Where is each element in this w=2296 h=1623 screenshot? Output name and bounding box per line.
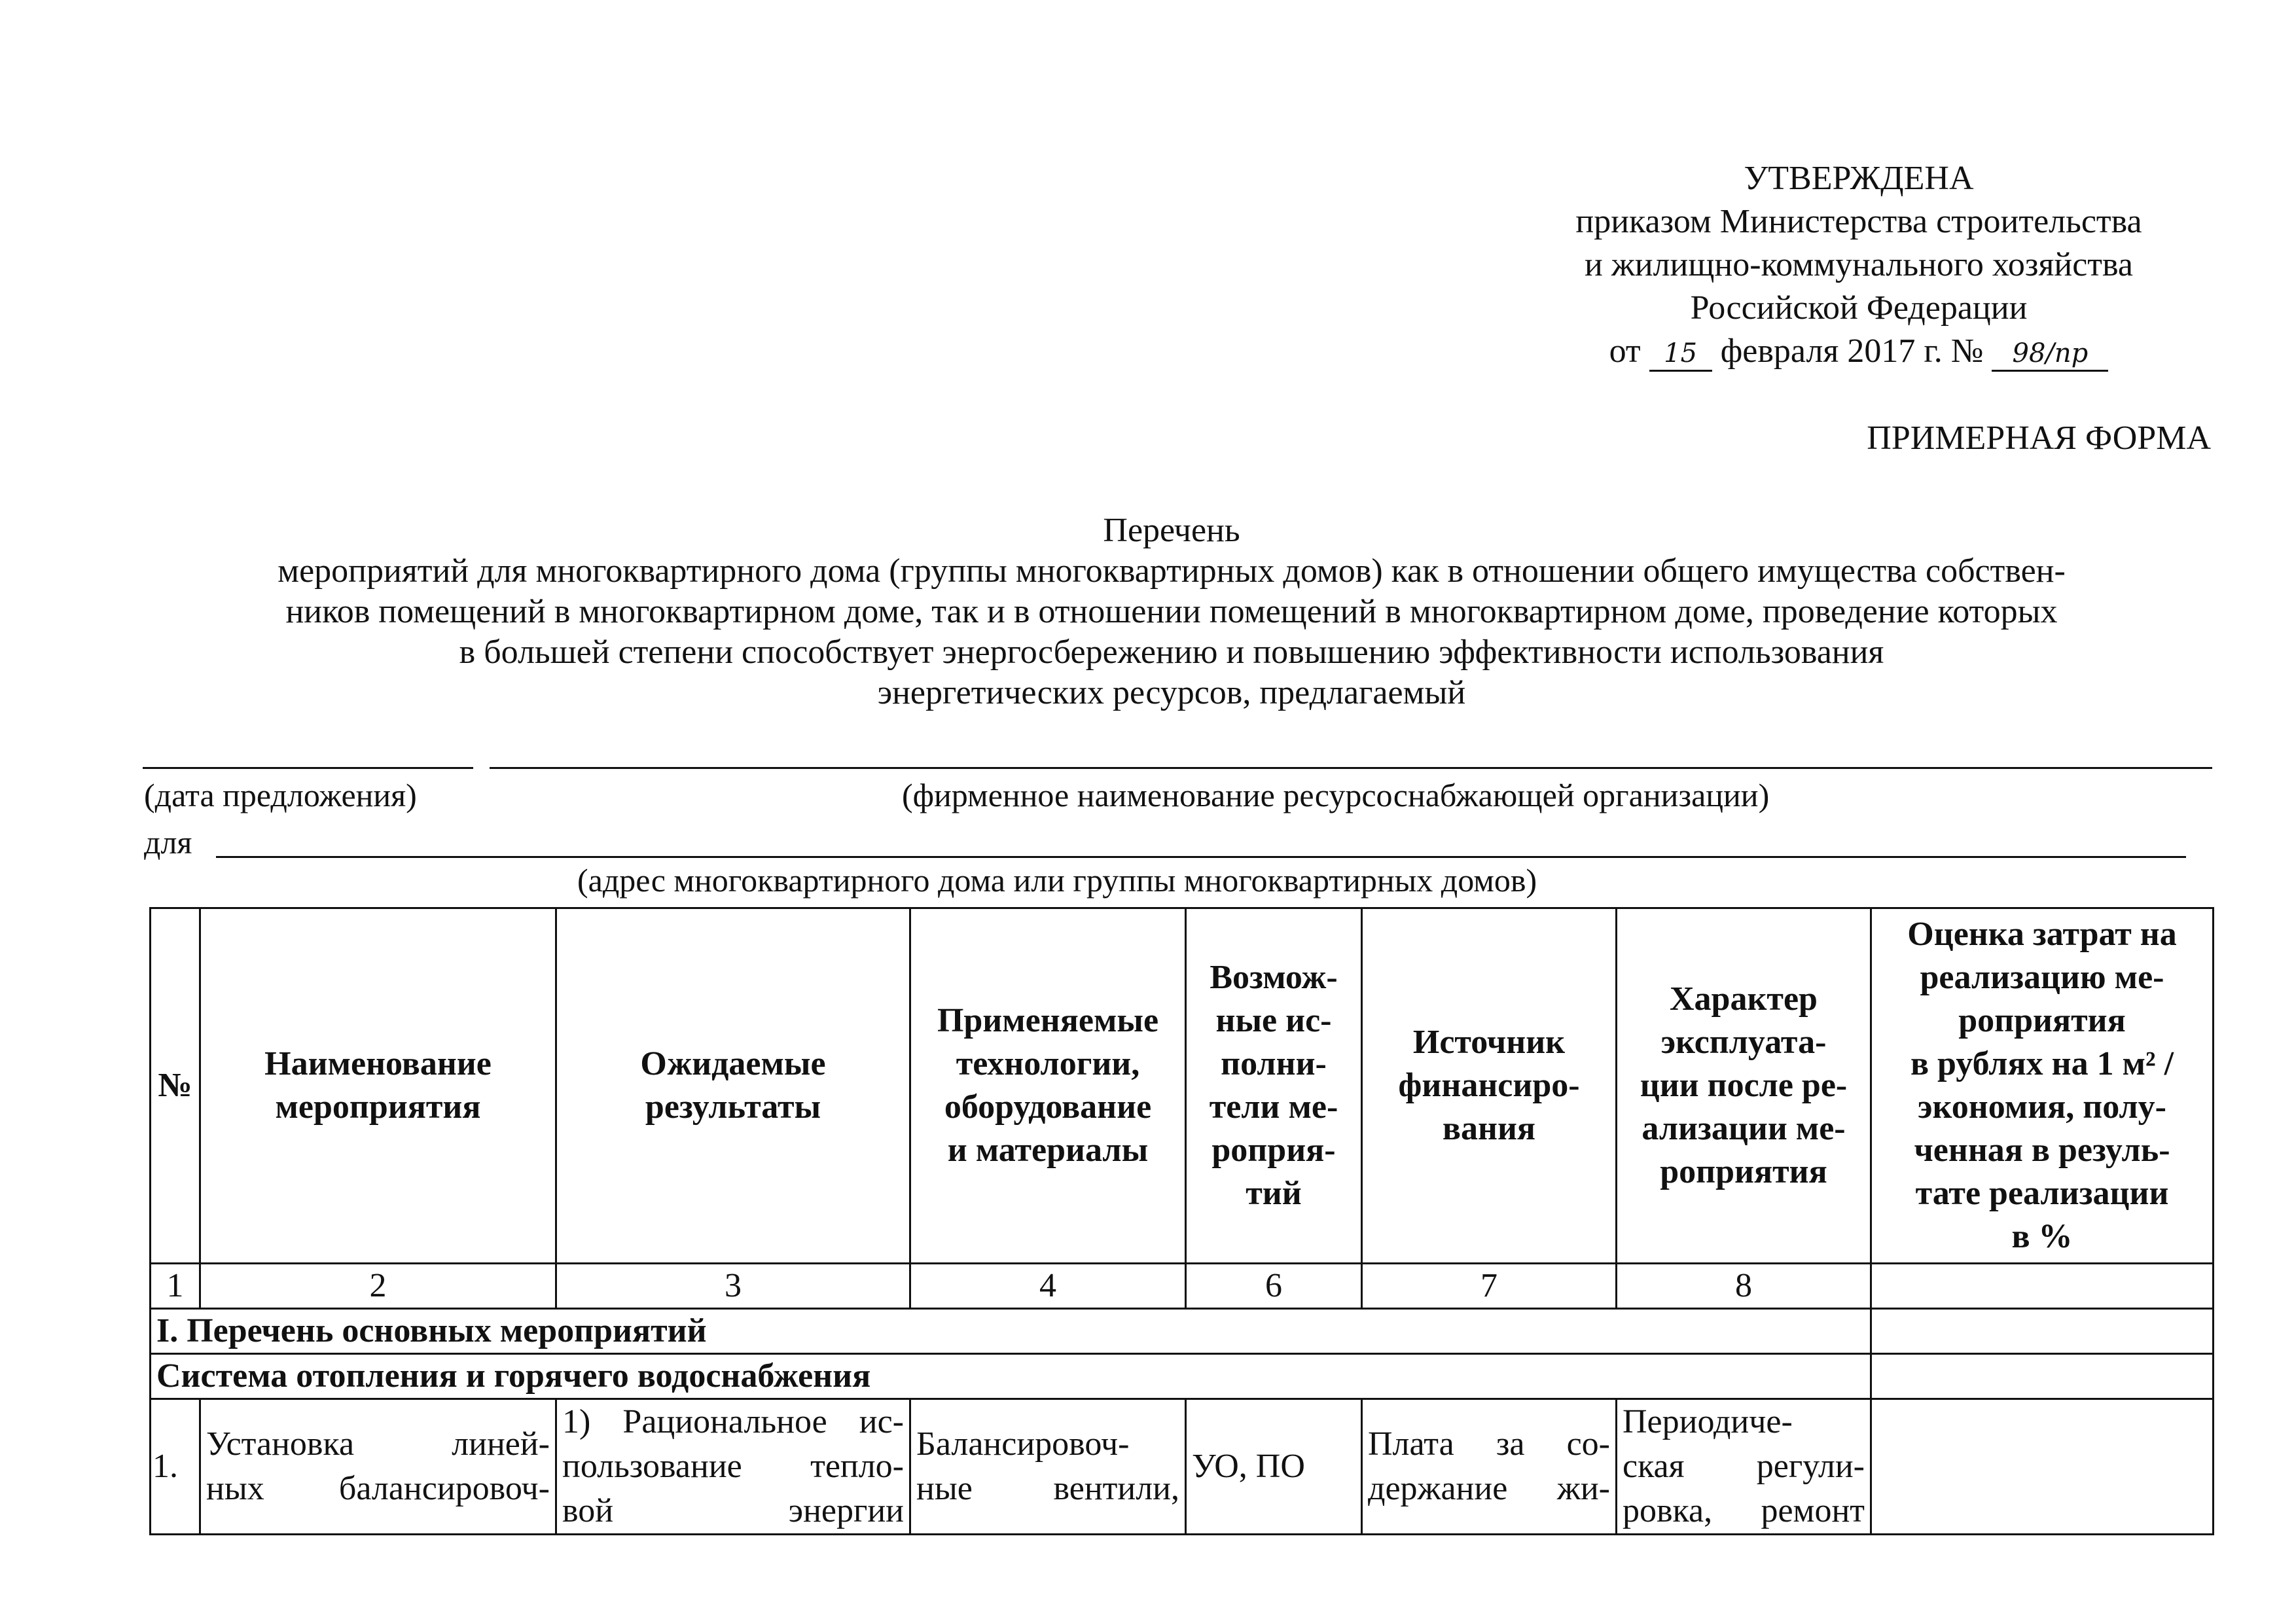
measures-table xyxy=(149,907,2214,1535)
column-number-cell: 6 xyxy=(1186,1264,1362,1309)
document-title xyxy=(131,510,2212,713)
header-line: Ожидаемые xyxy=(640,1045,826,1082)
header-line: технологии, xyxy=(956,1045,1140,1082)
header-line: роприятия xyxy=(1958,1002,2126,1039)
title-line-3: ников помещений в многоквартирном доме, так и в отношении помещений в многоквартирном доме, проведение которых xyxy=(285,593,2058,630)
header-line: Применяемые xyxy=(937,1002,1159,1039)
cell-line: Установка линей- xyxy=(206,1425,550,1463)
column-number-cell: 2 xyxy=(200,1264,556,1309)
table-row xyxy=(151,1399,2214,1535)
header-line: в рублях на 1 м² / xyxy=(1910,1045,2174,1082)
header-operation-type xyxy=(1617,908,1871,1264)
header-cost-estimate xyxy=(1871,908,2214,1264)
technologies-cell xyxy=(910,1399,1186,1535)
title-line-2: мероприятий для многоквартирного дома (группы многоквартирных домов) как в отношении общего имущества собствен- xyxy=(278,552,2066,590)
header-funding-source xyxy=(1362,908,1617,1264)
date-caption: (дата предложения) xyxy=(144,777,417,813)
column-number-cell: 8 xyxy=(1617,1264,1871,1309)
cell-line: держание жи- xyxy=(1368,1470,1610,1507)
header-line: оборудование xyxy=(944,1088,1152,1126)
approval-line-3: и жилищно-коммунального хозяйства xyxy=(1585,246,2133,283)
header-technologies xyxy=(910,908,1186,1264)
sample-form-label: ПРИМЕРНАЯ ФОРМА xyxy=(1867,419,2211,457)
header-line: результаты xyxy=(645,1088,821,1126)
header-executors xyxy=(1186,908,1362,1264)
cell-line: ных балансировоч- xyxy=(206,1470,550,1507)
table-header-row xyxy=(151,908,2214,1264)
section-row-heating xyxy=(151,1354,2214,1399)
expected-results-cell xyxy=(556,1399,910,1535)
approval-heading: УТВЕРЖДЕНА xyxy=(1744,160,1974,197)
header-expected-results xyxy=(556,908,910,1264)
header-line: полни- xyxy=(1221,1045,1327,1082)
cell-line: Плата за со- xyxy=(1368,1425,1610,1463)
executors-cell xyxy=(1186,1399,1362,1535)
header-line: роприятия xyxy=(1660,1153,1827,1190)
approval-block xyxy=(1505,157,2212,373)
cell-line: Периодиче- xyxy=(1623,1403,1793,1440)
cell-line: вой энергии xyxy=(562,1492,904,1529)
header-line: Возмож- xyxy=(1210,959,1338,996)
header-line: финансиро- xyxy=(1398,1067,1580,1104)
handwritten-order-number: 98/пр xyxy=(1992,337,2108,372)
header-line: тате реализации xyxy=(1915,1175,2169,1212)
header-line: ные ис- xyxy=(1215,1002,1332,1039)
header-line: вания xyxy=(1442,1110,1536,1147)
empty-cell xyxy=(1871,1354,2214,1399)
header-line: экономия, полу- xyxy=(1918,1088,2166,1126)
header-measure-name xyxy=(200,908,556,1264)
address-caption: (адрес многоквартирного дома или группы многоквартирных домов) xyxy=(577,862,1537,899)
header-line: ченная в резуль- xyxy=(1914,1132,2170,1169)
header-line: эксплуата- xyxy=(1660,1024,1827,1061)
header-line: тий xyxy=(1246,1175,1302,1212)
header-line: Оценка затрат на xyxy=(1907,916,2177,953)
address-input-line xyxy=(216,856,2186,858)
approval-date-line xyxy=(1505,330,2212,373)
measure-name-cell xyxy=(200,1399,556,1535)
approval-line-2: приказом Министерства строительства xyxy=(1575,203,2142,240)
column-number-cell: 3 xyxy=(556,1264,910,1309)
section-row-main-measures xyxy=(151,1309,2214,1354)
column-number-cell xyxy=(1871,1264,2214,1309)
date-rest: февраля 2017 г. № xyxy=(1720,332,1984,370)
for-label: для xyxy=(144,824,192,861)
handwritten-day: 15 xyxy=(1649,337,1712,372)
title-line-4: в большей степени способствует энергосбережению и повышению эффективности использования xyxy=(459,633,1884,671)
header-line: в % xyxy=(2011,1218,2073,1255)
section-title-heating: Система отопления и горячего водоснабжения xyxy=(151,1354,1871,1399)
cell-line: Балансировоч- xyxy=(916,1425,1130,1463)
header-line: тели ме- xyxy=(1209,1088,1338,1126)
column-number-cell: 1 xyxy=(151,1264,200,1309)
header-number-line: № xyxy=(158,1067,192,1104)
header-number xyxy=(151,908,200,1264)
section-title-main-measures: I. Перечень основных мероприятий xyxy=(151,1309,1871,1354)
organization-caption: (фирменное наименование ресурсоснабжающей организации) xyxy=(902,777,1770,813)
column-numbers-row xyxy=(151,1264,2214,1309)
header-line: и материалы xyxy=(947,1132,1149,1169)
operation-type-cell xyxy=(1617,1399,1871,1535)
title-line-5: энергетических ресурсов, предлагаемый xyxy=(877,674,1466,711)
header-line: реализацию ме- xyxy=(1920,959,2164,996)
cell-line: УО, ПО xyxy=(1192,1448,1305,1485)
date-prefix: от xyxy=(1609,332,1641,370)
approval-line-4: Российской Федерации xyxy=(1690,289,2028,327)
header-line: роприя- xyxy=(1211,1132,1336,1169)
cost-estimate-cell xyxy=(1871,1399,2214,1535)
cell-line: 1) Рациональное ис- xyxy=(562,1403,904,1440)
header-line: Источник xyxy=(1412,1024,1566,1061)
date-input-line xyxy=(143,767,473,769)
cell-line: ская регули- xyxy=(1623,1448,1865,1485)
funding-source-cell xyxy=(1362,1399,1617,1535)
cell-line: 1. xyxy=(152,1448,178,1485)
column-number-cell: 7 xyxy=(1362,1264,1617,1309)
cell-line: ровка, ремонт xyxy=(1623,1492,1865,1529)
header-line: ализации ме- xyxy=(1641,1110,1846,1147)
column-number-cell: 4 xyxy=(910,1264,1186,1309)
cell-line: ные вентили, xyxy=(916,1470,1179,1507)
header-line: мероприятия xyxy=(275,1088,481,1126)
organization-input-line xyxy=(490,767,2212,769)
header-line: Характер xyxy=(1670,980,1818,1018)
row-number-cell xyxy=(151,1399,200,1535)
header-line: Наименование xyxy=(264,1045,492,1082)
empty-cell xyxy=(1871,1309,2214,1354)
cell-line: пользование тепло- xyxy=(562,1448,904,1485)
header-line: ции после ре- xyxy=(1640,1067,1848,1104)
title-line-1: Перечень xyxy=(1103,512,1240,549)
